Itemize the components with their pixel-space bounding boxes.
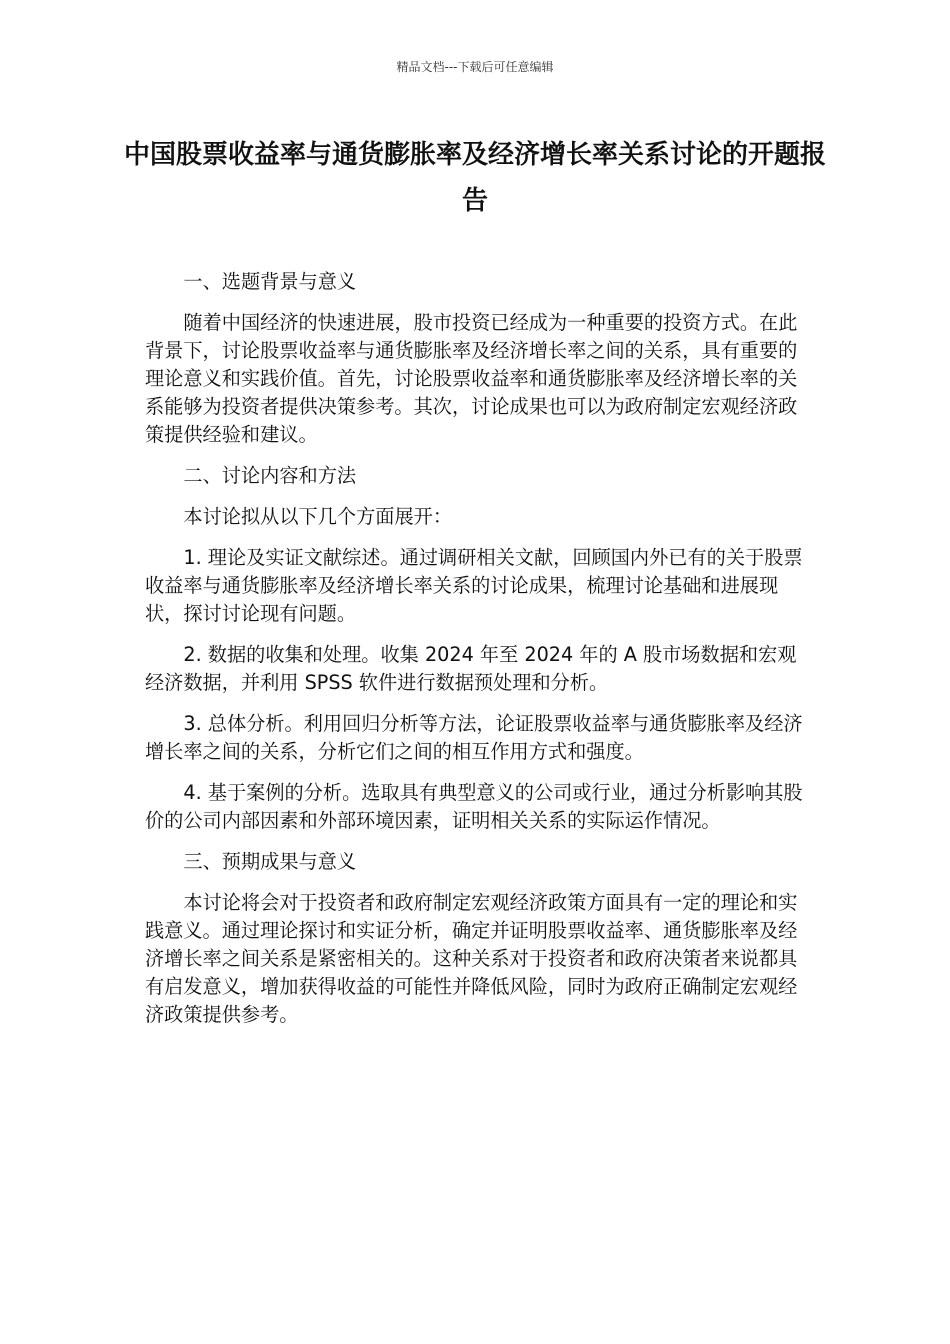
section-2-heading: 二、讨论内容和方法 [183,464,357,487]
document-body [145,268,805,1042]
section-2-intro: 本讨论拟从以下几个方面展开： [183,505,453,528]
section-3-heading: 三、预期成果与意义 [183,850,357,873]
section-1-heading: 一、选题背景与意义 [183,270,357,293]
section-1-paragraph: 随着中国经济的快速进展，股市投资已经成为一种重要的投资方式。在此背景下，讨论股票收益率与通货膨胀率及经济增长率之间的关系，具有重要的理论意义和实践价值。首先，讨论股票收益率和通货膨胀率及经济增长率的关系能够为投资者提供决策参考。其次，讨论成果也可以为政府制定宏观经济政策提供经验和建议。 [145,311,798,446]
section-2-item-4: 4. 基于案例的分析。选取具有典型意义的公司或行业，通过分析影响其股价的公司内部因素和外部环境因素，证明相关关系的实际运作情况。 [145,781,803,832]
section-2-item-2: 2. 数据的收集和处理。收集 2024 年至 2024 年的 A 股市场数据和宏观经济数据，并利用 SPSS 软件进行数据预处理和分析。 [145,643,797,694]
header-note: 精品文档---下载后可任意编辑 [396,60,554,74]
section-2-item-1: 1. 理论及实证文献综述。通过调研相关文献，回顾国内外已有的关于股票收益率与通货膨胀率及经济增长率关系的讨论成果，梳理讨论基础和进展现状，探讨讨论现有问题。 [145,546,803,625]
section-2-item-3: 3. 总体分析。利用回归分析等方法，论证股票收益率与通货膨胀率及经济增长率之间的关系，分析它们之间的相互作用方式和强度。 [145,712,803,763]
document-title: 中国股票收益率与通货膨胀率及经济增长率关系讨论的开题报告 [123,140,826,216]
section-3-paragraph: 本讨论将会对于投资者和政府制定宏观经济政策方面具有一定的理论和实践意义。通过理论探讨和实证分析，确定并证明股票收益率、通货膨胀率及经济增长率之间关系是紧密相关的。这种关系对于投资者和政府决策者来说都具有启发意义，增加获得收益的可能性并降低风险，同时为政府正确制定宏观经济政策提供参考。 [145,891,798,1026]
